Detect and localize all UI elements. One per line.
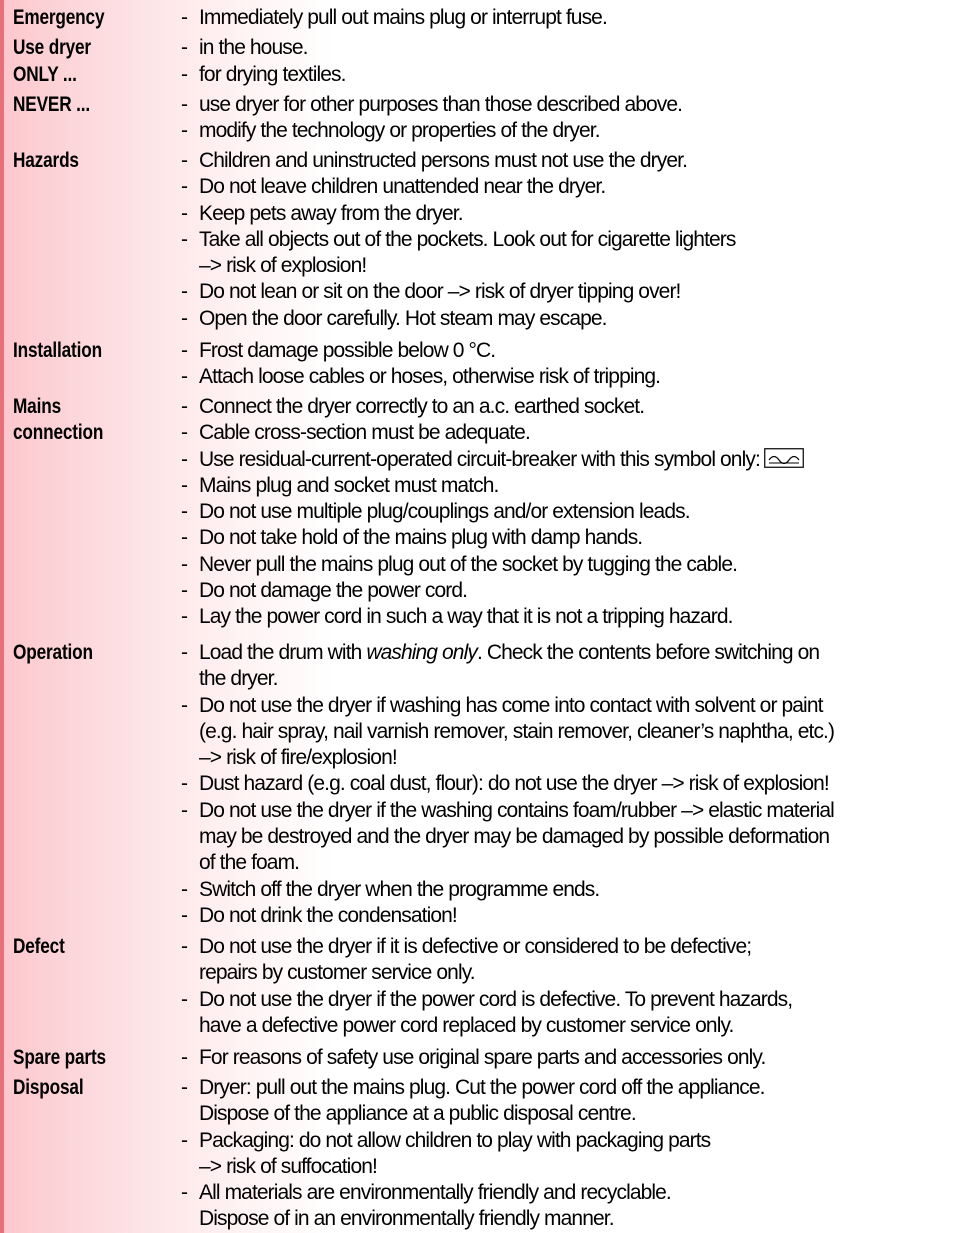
- list-item: [0, 903, 968, 929]
- bullet-dash: -: [181, 500, 188, 524]
- item-text: [199, 338, 968, 364]
- bullet-list: [0, 5, 968, 31]
- list-item: [0, 364, 968, 390]
- bullet-dash: -: [181, 175, 188, 199]
- item-text-line: Dispose of in an environmentally friendly manner.: [199, 1207, 614, 1231]
- item-text-line: Take all objects out of the pockets. Look out for cigarette lighters: [199, 227, 736, 251]
- bullet-list: [0, 640, 968, 929]
- item-text: [199, 279, 968, 305]
- bullet-list: [0, 62, 968, 88]
- item-text-line: All materials are environmentally friendly and recyclable.: [199, 1181, 671, 1205]
- item-text: [199, 934, 968, 987]
- bullet-list: [0, 934, 968, 1039]
- list-item: [0, 693, 968, 772]
- item-text-line: Children and uninstructed persons must not use the dryer.: [199, 149, 688, 172]
- item-text: [199, 420, 968, 446]
- rcd-symbol-icon: [764, 448, 804, 468]
- bullet-dash: -: [181, 63, 188, 86]
- item-text-line: Lay the power cord in such a way that it is not a tripping hazard.: [199, 605, 733, 629]
- bullet-list: [0, 338, 968, 391]
- item-text: [199, 364, 968, 390]
- bullet-dash: -: [181, 552, 188, 576]
- bullet-dash: -: [181, 421, 188, 445]
- item-text: [199, 552, 968, 578]
- bullet-dash: -: [181, 149, 188, 172]
- list-item: [0, 279, 968, 305]
- bullet-dash: -: [181, 903, 188, 927]
- list-item: [0, 35, 968, 61]
- bullet-dash: -: [181, 93, 188, 116]
- section-label-line: Defect: [13, 935, 65, 958]
- item-text-line: Frost damage possible below 0 °C.: [199, 339, 496, 362]
- bullet-dash: -: [181, 201, 188, 225]
- item-text: [199, 201, 968, 227]
- item-text: [199, 35, 968, 61]
- section-label-line: Emergency: [13, 6, 105, 29]
- list-item: [0, 578, 968, 604]
- list-item: [0, 877, 968, 903]
- bullet-dash: -: [181, 36, 188, 59]
- list-item: [0, 1045, 968, 1071]
- bullet-dash: -: [181, 227, 188, 251]
- list-item: [0, 174, 968, 200]
- item-text-line: repairs by customer service only.: [199, 961, 475, 985]
- item-text-line: the dryer.: [199, 667, 278, 691]
- bullet-dash: -: [181, 693, 188, 717]
- bullet-list: [0, 394, 968, 631]
- list-item: [0, 771, 968, 797]
- bullet-list: [0, 148, 968, 332]
- bullet-dash: -: [181, 339, 188, 362]
- item-text-line: –> risk of explosion!: [199, 254, 367, 278]
- bullet-dash: -: [181, 1128, 188, 1152]
- item-text-line: Do not use the dryer if the power cord is defective. To prevent hazards,: [199, 987, 793, 1011]
- item-text: [199, 987, 968, 1040]
- item-text-line: of the foam.: [199, 851, 300, 875]
- item-text-line: Cable cross-section must be adequate.: [199, 421, 530, 445]
- item-text-line: Mains plug and socket must match.: [199, 473, 499, 497]
- bullet-dash: -: [181, 1076, 188, 1099]
- item-text-line: Load the drum with washing only. Check the contents before switching on: [199, 641, 820, 664]
- list-item: [0, 62, 968, 88]
- list-item: [0, 987, 968, 1040]
- list-item: [0, 473, 968, 499]
- section-label-line: Installation: [13, 339, 102, 362]
- item-text-line: For reasons of safety use original spare parts and accessories only.: [199, 1046, 766, 1069]
- bullet-dash: -: [181, 365, 188, 389]
- item-text: [199, 473, 968, 499]
- item-text-line: Do not use the dryer if the washing contains foam/rubber –> elastic material: [199, 798, 834, 822]
- bullet-dash: -: [181, 447, 188, 471]
- bullet-dash: -: [181, 772, 188, 796]
- item-text-line: Do not use multiple plug/couplings and/or extension leads.: [199, 500, 690, 524]
- bullet-dash: -: [181, 6, 188, 29]
- item-text-line: Do not drink the condensation!: [199, 903, 457, 927]
- list-item: [0, 604, 968, 630]
- bullet-dash: -: [181, 877, 188, 901]
- list-item: [0, 934, 968, 987]
- bullet-dash: -: [181, 526, 188, 550]
- item-text-line: Switch off the dryer when the programme ends.: [199, 877, 600, 901]
- item-text-line: –> risk of suffocation!: [199, 1154, 377, 1178]
- list-item: [0, 1075, 968, 1128]
- section-label-line: ONLY ...: [13, 63, 77, 86]
- item-text-line: Keep pets away from the dryer.: [199, 201, 463, 225]
- item-text: [199, 92, 968, 118]
- list-item: [0, 420, 968, 446]
- bullet-dash: -: [181, 579, 188, 603]
- list-item: [0, 499, 968, 525]
- section-label-line: Hazards: [13, 149, 79, 172]
- bullet-list: [0, 35, 968, 61]
- item-text: [199, 148, 968, 174]
- bullet-dash: -: [181, 935, 188, 958]
- section-label-line: NEVER ...: [13, 93, 90, 116]
- item-text-line: Do not lean or sit on the door –> risk of dryer tipping over!: [199, 280, 681, 304]
- section-label-line: Operation: [13, 641, 93, 664]
- bullet-dash: -: [181, 798, 188, 822]
- item-text-line: Do not leave children unattended near the dryer.: [199, 175, 606, 199]
- bullet-dash: -: [181, 1181, 188, 1205]
- item-text-line: Dryer: pull out the mains plug. Cut the power cord off the appliance.: [199, 1076, 765, 1099]
- item-text: [199, 640, 968, 693]
- list-item: [0, 306, 968, 332]
- bullet-dash: -: [181, 280, 188, 304]
- bullet-dash: -: [181, 605, 188, 629]
- list-item: [0, 798, 968, 877]
- list-item: [0, 227, 968, 280]
- item-text: [199, 447, 968, 473]
- item-text: [199, 877, 968, 903]
- item-text-line: Do not take hold of the mains plug with damp hands.: [199, 526, 643, 550]
- section-label-line: connection: [13, 421, 104, 445]
- item-text-line: Dispose of the appliance at a public disposal centre.: [199, 1102, 636, 1126]
- item-text-line: Do not damage the power cord.: [199, 579, 468, 603]
- item-text-line: (e.g. hair spray, nail varnish remover, stain remover, cleaner’s naphtha, etc.): [199, 719, 835, 743]
- bullet-list: [0, 92, 968, 145]
- item-text: [199, 1075, 968, 1128]
- item-text: [199, 798, 968, 877]
- list-item: [0, 552, 968, 578]
- item-text-line: Dust hazard (e.g. coal dust, flour): do not use the dryer –> risk of explosion!: [199, 772, 829, 796]
- item-text-line: modify the technology or properties of the dryer.: [199, 119, 600, 143]
- bullet-dash: -: [181, 987, 188, 1011]
- section-label-line: Use dryer: [13, 36, 91, 59]
- item-text: [199, 578, 968, 604]
- item-text: [199, 771, 968, 797]
- list-item: [0, 92, 968, 118]
- list-item: [0, 5, 968, 31]
- bullet-list: [0, 1075, 968, 1233]
- item-text-line: Do not use the dryer if washing has come into contact with solvent or paint: [199, 693, 823, 717]
- section-label-line: Mains: [13, 395, 61, 418]
- list-item: [0, 1180, 968, 1233]
- item-text: [199, 693, 968, 772]
- item-text: [199, 1180, 968, 1233]
- list-item: [0, 338, 968, 364]
- section-label-line: Spare parts: [13, 1046, 106, 1069]
- bullet-list: [0, 1045, 968, 1071]
- section-label-line: Disposal: [13, 1076, 84, 1099]
- item-text-line: Use residual-current-operated circuit-breaker with this symbol only:: [199, 447, 968, 473]
- list-item: [0, 447, 968, 473]
- item-text-line: Attach loose cables or hoses, otherwise risk of tripping.: [199, 365, 661, 389]
- item-text-line: in the house.: [199, 36, 308, 59]
- list-item: [0, 394, 968, 420]
- item-text: [199, 227, 968, 280]
- list-item: [0, 201, 968, 227]
- bullet-dash: -: [181, 119, 188, 143]
- item-text: [199, 604, 968, 630]
- list-item: [0, 148, 968, 174]
- bullet-dash: -: [181, 473, 188, 497]
- list-item: [0, 118, 968, 144]
- item-text: [199, 525, 968, 551]
- item-text-line: Open the door carefully. Hot steam may escape.: [199, 306, 607, 330]
- item-text-line: Never pull the mains plug out of the socket by tugging the cable.: [199, 552, 738, 576]
- item-text: [199, 1128, 968, 1181]
- item-text-line: Do not use the dryer if it is defective or considered to be defective;: [199, 935, 752, 958]
- bullet-dash: -: [181, 1046, 188, 1069]
- item-text: [199, 1045, 968, 1071]
- item-text-line: may be destroyed and the dryer may be damaged by possible deformation: [199, 825, 830, 849]
- item-text: [199, 306, 968, 332]
- item-text: [199, 62, 968, 88]
- list-item: [0, 640, 968, 693]
- item-text-line: Packaging: do not allow children to play with packaging parts: [199, 1128, 711, 1152]
- emphasis-text: washing only: [366, 641, 477, 664]
- item-text-line: use dryer for other purposes than those described above.: [199, 93, 683, 116]
- item-text: [199, 903, 968, 929]
- item-text: [199, 174, 968, 200]
- bullet-dash: -: [181, 306, 188, 330]
- list-item: [0, 1128, 968, 1181]
- list-item: [0, 525, 968, 551]
- item-text-line: have a defective power cord replaced by customer service only.: [199, 1013, 734, 1037]
- item-text-line: Connect the dryer correctly to an a.c. earthed socket.: [199, 395, 645, 418]
- item-text-line: Immediately pull out mains plug or interrupt fuse.: [199, 6, 607, 29]
- bullet-dash: -: [181, 395, 188, 418]
- item-text: [199, 118, 968, 144]
- item-text: [199, 499, 968, 525]
- item-text: [199, 394, 968, 420]
- item-text: [199, 5, 968, 31]
- item-text-line: for drying textiles.: [199, 63, 346, 86]
- bullet-dash: -: [181, 641, 188, 664]
- item-text-line: –> risk of fire/explosion!: [199, 746, 397, 770]
